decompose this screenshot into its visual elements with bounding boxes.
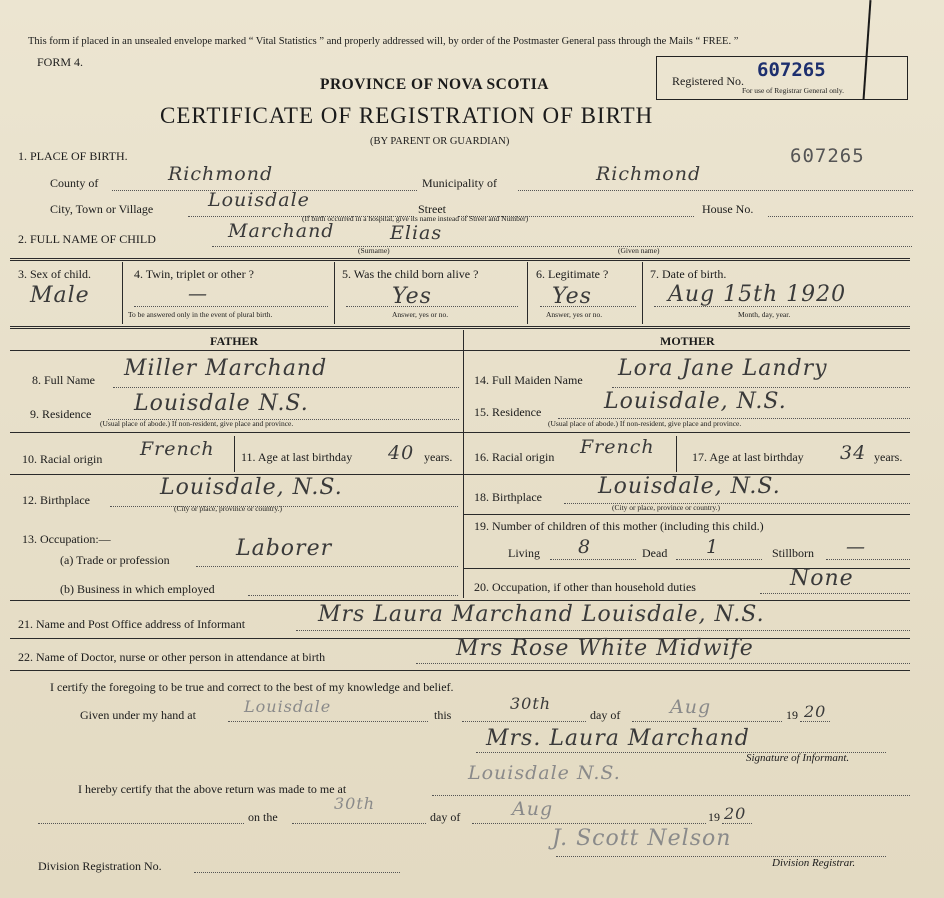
county-label: County of [50,176,99,190]
child-name-label: 2. FULL NAME OF CHILD [18,232,156,246]
father-age-label: 11. Age at last birthday [241,450,353,464]
alive-label: 5. Was the child born alive ? [342,267,479,281]
birth-certificate: This form if placed in an unsealed envelope marked “ Vital Statistics ” and properly addressed will, by order of the Postmaster General pass through the Mails “ FREE. ” FORM 4. PROVINCE OF NOVA SCOTIA CERTIFICATE OF REGISTRATION OF BIRTH (BY PARENT OR GUARDIAN) Registered No. 607265 For use of Registrar General only. 607265 1. PLACE OF BIRTH. County of Richmond Municipality of Richmond City, Town or Village Louisdale Street House No. (If birth occurred in a hospital, give its name instead of Street and Number) 2. FULL NAME OF CHILD Marchand Elias (Surname) (Given name) 3. Sex of child. Male 4. Twin, triplet or other ? — To be answered only in the event of plural birth. 5. Was the child born alive ? Yes Answer, yes or no. 6. Legitimate ? Yes Answer, yes or no. 7. Date of birth. Aug 15th 1920 Month, day, year. FATHER MOTHER 8. Full Name Miller Marchand 14. Full Maiden Name Lora Jane Landry 9. Residence Louisdale N.S. (Usual place of abode.) If non-resident, give place and province. 15. Residence Louisdale, N.S. (Usual place of abode.) If non-resident, give place and province. 10. Racial origin French 11. Age at last birthday 40 years. 16. Racial origin French 17. Age at last birthday 34 years. 12. Birthplace Louisdale, N.S. (City or place, province or country.) 18. Birthplace Louisdale, N.S. (City or place, province or country.) 13. Occupation:— (a) Trade or profession Laborer (b) Business in which employed 19. Number of children of this mother (including this child.) Living 8 Dead 1 Stillborn — 20. Occupation, if other than household duties None 21. Name and Post Office address of Informant Mrs Laura Marchand Louisdale, N.S. 22. Name of Doctor, nurse or other person in attendance at birth Mrs Rose White Midwife I certify the foregoing to be true and correct to the best of my knowledge and belief. Given under my hand at Louisdale this 30th day of Aug 19 20 Mrs. Laura Marchand Signature of Informant. I hereby certify that the above return was made to me at Louisdale N.S. on the 30th day of Aug 19 20 J. Scott Nelson Division Registration No. Division Registrar. [0,0,944,898]
father-racial-origin: French [140,438,215,460]
registrar-note: For use of Registrar General only. [742,86,844,95]
informant-signature: Mrs. Laura Marchand [486,726,750,751]
stillborn-count: — [846,536,866,558]
city-value: Louisdale [208,189,310,211]
date-of-birth-label: 7. Date of birth. [650,267,727,281]
father-name: Miller Marchand [124,356,328,381]
sex-value: Male [30,283,90,308]
registrar-month: Aug [512,798,554,820]
given-year: 20 [804,702,827,721]
alive-note: Answer, yes or no. [392,310,449,319]
doctor-label: 22. Name of Doctor, nurse or other person in attendance at birth [18,650,326,664]
father-occupation-label: 13. Occupation:— [22,532,111,546]
county-value: Richmond [168,163,274,185]
division-registration-label: Division Registration No. [38,859,162,873]
registrar-signature: J. Scott Nelson [552,826,732,851]
mother-occupation-label: 20. Occupation, if other than household duties [474,580,696,594]
mother-name-label: 14. Full Maiden Name [474,373,583,387]
informant-value: Mrs Laura Marchand Louisdale, N.S. [318,602,765,627]
mother-racial-label: 16. Racial origin [474,450,555,464]
informant-label: 21. Name and Post Office address of Informant [18,617,246,631]
city-label: City, Town or Village [50,202,154,216]
given-month: Aug [670,696,712,718]
place-of-birth-label: 1. PLACE OF BIRTH. [18,149,128,163]
father-trade-label: (a) Trade or profession [60,553,170,567]
day-of-label: day of [590,708,621,722]
dead-label: Dead [642,546,668,560]
registrar-day: 30th [334,794,376,813]
living-count: 8 [578,536,592,558]
registrar-place: Louisdale N.S. [468,762,621,784]
mail-notice: This form if placed in an unsealed envelope marked “ Vital Statistics ” and properly addressed will, by order of the Postmaster General pass through the Mails “ FREE. ” [28,36,739,47]
page-title: CERTIFICATE OF REGISTRATION OF BIRTH [160,103,654,128]
given-name-caption: (Given name) [618,246,660,255]
father-business-label: (b) Business in which employed [60,582,215,596]
this-label: this [434,708,452,722]
twin-label: 4. Twin, triplet or other ? [134,267,254,281]
mother-residence-note: (Usual place of abode.) If non-resident, give place and province. [548,419,742,428]
division-registrar-caption: Division Registrar. [772,857,856,869]
municipality-label: Municipality of [422,176,497,190]
mother-name: Lora Jane Landry [618,356,828,381]
form-number: FORM 4. [37,55,84,69]
given-place: Louisdale [244,697,332,716]
mother-racial-origin: French [580,436,655,458]
father-residence: Louisdale N.S. [134,391,309,416]
mother-age-label: 17. Age at last birthday [692,450,804,464]
on-the-label: on the [248,810,278,824]
registered-label: Registered No. [672,74,744,88]
registered-number: 607265 [757,59,826,81]
house-no-label: House No. [702,202,754,216]
living-label: Living [508,546,540,560]
page-subtitle: (BY PARENT OR GUARDIAN) [370,136,510,147]
registration-box [656,56,908,100]
father-residence-note: (Usual place of abode.) If non-resident, give place and province. [100,419,294,428]
mother-age: 34 [840,442,867,464]
alive-value: Yes [392,284,432,309]
mother-residence-label: 15. Residence [474,405,542,419]
given-label: Given under my hand at [80,708,196,722]
father-birthplace-label: 12. Birthplace [22,493,90,507]
father-heading: FATHER [210,334,259,348]
father-name-label: 8. Full Name [32,373,95,387]
registrar-year: 20 [724,804,747,823]
registrar-statement: I hereby certify that the above return was made to me at [78,782,347,796]
father-trade: Laborer [236,536,333,561]
child-given-name: Elias [390,222,443,244]
mother-residence: Louisdale, N.S. [604,389,787,414]
surname-caption: (Surname) [358,246,390,255]
municipality-value: Richmond [596,163,702,185]
stamped-number: 607265 [790,145,865,167]
street-note: (If birth occurred in a hospital, give its name instead of Street and Number) [302,214,529,223]
registrar-year-prefix: 19 [708,810,720,824]
mother-age-unit: years. [874,450,903,464]
legitimate-note: Answer, yes or no. [546,310,603,319]
children-count-label: 19. Number of children of this mother (including this child.) [474,519,764,533]
legitimate-label: 6. Legitimate ? [536,267,609,281]
legitimate-value: Yes [552,284,592,309]
mother-birthplace: Louisdale, N.S. [598,474,781,499]
mother-birthplace-label: 18. Birthplace [474,490,542,504]
doctor-value: Mrs Rose White Midwife [456,636,754,661]
sex-label: 3. Sex of child. [18,267,91,281]
father-birthplace-note: (City or place, province or country.) [174,504,283,513]
province-heading: PROVINCE OF NOVA SCOTIA [320,76,549,93]
mother-occupation: None [790,566,854,591]
father-age: 40 [388,442,415,464]
father-racial-label: 10. Racial origin [22,452,103,466]
given-day: 30th [510,694,552,713]
signature-caption: Signature of Informant. [746,752,850,764]
date-of-birth-note: Month, day, year. [738,310,791,319]
stillborn-label: Stillborn [772,546,815,560]
father-age-unit: years. [424,450,453,464]
mother-heading: MOTHER [660,334,715,348]
street-label: Street [418,202,446,216]
father-residence-label: 9. Residence [30,407,92,421]
given-year-prefix: 19 [786,708,798,722]
date-of-birth-value: Aug 15th 1920 [668,282,847,307]
child-surname: Marchand [228,220,335,242]
mother-birthplace-note: (City or place, province or country.) [612,503,721,512]
certification-statement: I certify the foregoing to be true and correct to the best of my knowledge and belief. [50,680,454,694]
twin-note: To be answered only in the event of plural birth. [128,310,273,319]
registrar-day-of-label: day of [430,810,461,824]
father-birthplace: Louisdale, N.S. [160,475,343,500]
dead-count: 1 [706,536,720,558]
